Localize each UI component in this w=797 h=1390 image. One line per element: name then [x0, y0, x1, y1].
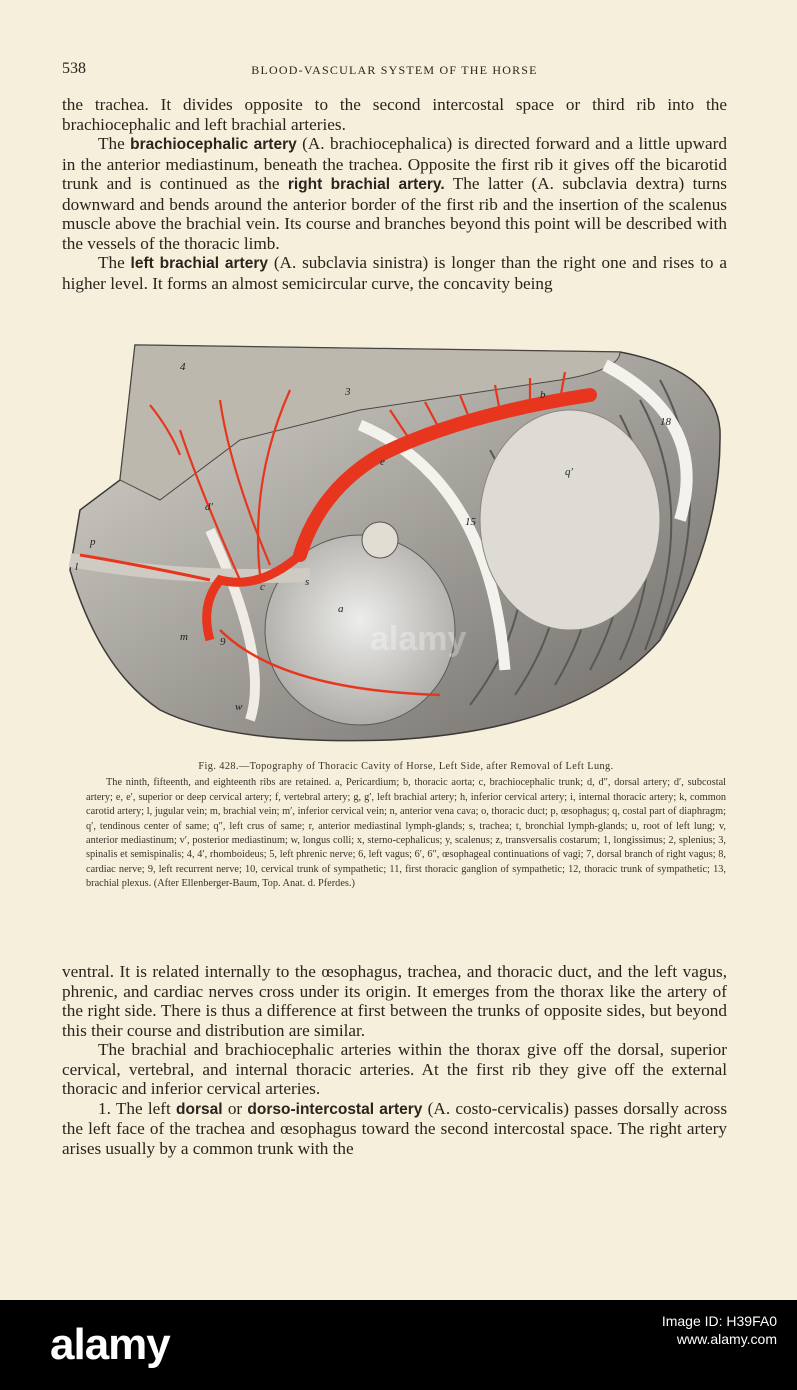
anatomical-figure [60, 340, 730, 750]
diaphragm-center [480, 410, 660, 630]
term: left brachial artery [130, 255, 268, 272]
label-18: 18 [660, 416, 671, 428]
text: (A. subclavia sinistra) is longer than the right one and rises to a higher level. It forms an almost semicircular curve, the concavity being [62, 253, 727, 293]
label-3: 3 [345, 386, 351, 398]
stock-id [662, 1312, 777, 1348]
label-9: 9 [220, 636, 226, 648]
caption-body: The ninth, fifteenth, and eighteenth ribs are retained. a, Pericardium; b, thoracic aorta; c, brachiocephalic trunk; d, d″, dorsal artery; d′, subcostal artery; e, e′, superior or deep cervical artery; f, vertebral artery; g, g′, left brachial artery; h, inferior cervical artery; i, internal thoracic artery; k, common carotid artery; l, jugular vein; m, brachial vein; m′, inferior cervical vein; n, anterior vena cava; o, thoracic duct; p, œsophagus; q, costal part of diaphragm; q′, tendinous center of same; q″, left crus of same; r, anterior mediastinal lymph-glands; s, trachea; t, bronchial lymph-glands; u, root of left lung; v, anterior mediastinum; v′, posterior mediastinum; w, longus colli; x, sterno-cephalicus; y, scalenus; z, transversalis costarum; 1, longissimus; 2, splenius; 3, spinalis et semispinalis; 4, 4′, rhomboideus; 5, left phrenic nerve; 6, left vagus; 6′, 6″, œsophageal continuations of vagi; 7, dorsal branch of right vagus; 8, cardiac nerve; 9, left recurrent nerve; 10, cervical trunk of sympathetic; 11, first thoracic ganglion of sympathetic; 12, thoracic trunk of sympathetic; 13, brachial plexus. (After Ellenberger-Baum, Top. Anat. d. Pferdes.) [86, 777, 726, 890]
label-e: e [380, 456, 385, 468]
top-text-block [62, 95, 727, 293]
term: brachiocephalic artery [130, 136, 297, 153]
running-title: BLOOD-VASCULAR SYSTEM OF THE HORSE [251, 63, 538, 77]
label-4: 4 [180, 361, 186, 373]
figure-caption [86, 760, 726, 892]
term: dorsal [176, 1100, 223, 1118]
text: (A. costo-cervicalis) passes dorsally across the left face of the trachea and œsophagus toward the second intercostal space. The right artery arises usually by a common trunk with the [62, 1098, 728, 1158]
site-url: www.alamy.com [676, 1331, 777, 1347]
paragraph: ventral. It is related internally to the œsophagus, trachea, and thoracic duct, and the left vagus, phrenic, and cardiac nerves cross under its origin. It emerges from the thorax like the artery of the right side. There is thus a difference at first between the trunks of opposite sides, but beyond this their course and distribution are similar. [62, 962, 727, 1040]
brand-logo: alamy [50, 1320, 170, 1369]
term: dorso-intercostal artery [247, 1100, 423, 1118]
page-header [62, 60, 727, 80]
bottom-text-block [62, 962, 727, 1158]
paragraph: The brachial and brachiocephalic arteries within the thorax give off the dorsal, superior cervical, vertebral, and internal thoracic arteries. At the first rib they give off the external thoracic and inferior cervical arteries. [62, 1040, 727, 1098]
paragraph [62, 1099, 727, 1159]
paragraph: the trachea. It divides opposite to the second intercostal space or third rib into the brachiocephalic and left brachial arteries. [62, 95, 727, 134]
label-w: w [235, 701, 243, 713]
text: The [98, 253, 131, 272]
figure-watermark: alamy [370, 620, 467, 658]
watermark-banner [0, 1300, 797, 1390]
bronchial-glands [362, 522, 398, 558]
paragraph [62, 253, 727, 293]
paragraph [62, 134, 727, 253]
text: The latter (A. subclavia dextra) turns downward and bends around the anterior border of the first rib and the insertion of the scalenus muscle above the brachial vein. Its course and branches beyond this point will be described with the vessels of the thoracic limb. [62, 174, 727, 253]
label-q-prime: q′ [565, 466, 573, 478]
caption-title: Fig. 428.—Topography of Thoracic Cavity of Horse, Left Side, after Removal of Left Lung. [198, 761, 614, 772]
term: right brachial artery. [287, 176, 445, 193]
label-a: a [338, 603, 344, 615]
label-s: s [305, 576, 310, 588]
text: or [222, 1098, 248, 1118]
label-b: b [540, 389, 546, 401]
text: 1. The left [98, 1098, 177, 1118]
label-c: c [260, 581, 265, 593]
label-m: m [180, 631, 188, 643]
label-p: p [90, 536, 96, 548]
label-d-prime: d′ [205, 501, 213, 513]
label-15: 15 [465, 516, 476, 528]
label-l: l [75, 561, 79, 573]
image-id: Image ID: H39FA0 [661, 1313, 777, 1329]
text: (A. brachiocephalica) is directed forward and a little upward in the anterior mediastinum, beneath the trachea. Opposite the first rib it gives off the bicarotid trunk and is continued as the [62, 134, 727, 193]
text: The [98, 134, 131, 153]
page-number: 538 [62, 60, 86, 77]
